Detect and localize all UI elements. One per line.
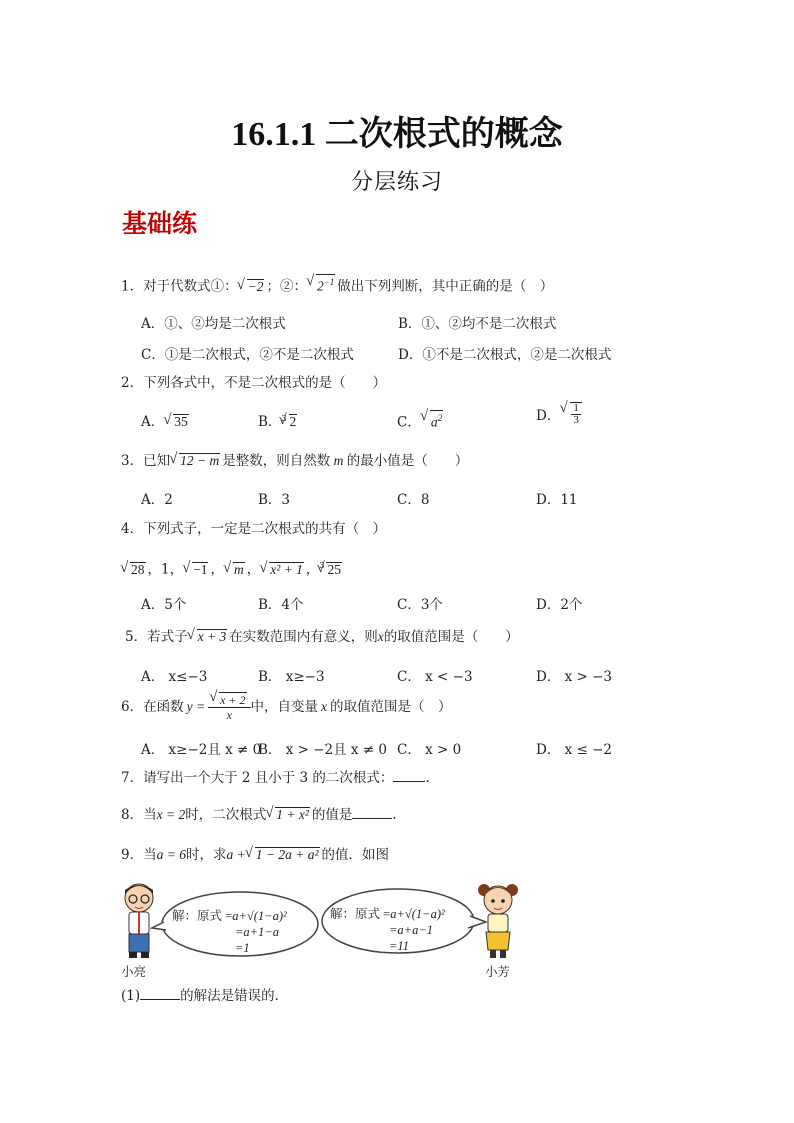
q7-answer-blank[interactable] xyxy=(393,769,425,782)
q4-option-a[interactable]: A．5个 xyxy=(141,597,187,613)
q3-option-c[interactable]: C．8 xyxy=(397,492,430,508)
section-heading: 基础练 xyxy=(122,209,198,238)
q4-option-d[interactable]: D．2个 xyxy=(536,597,583,613)
girl-name: 小芳 xyxy=(485,965,511,979)
q6-option-b[interactable]: B． x > −2且 x ≠ 0 xyxy=(258,742,388,758)
q3-option-a[interactable]: A．2 xyxy=(141,492,173,508)
q3-option-b[interactable]: B．3 xyxy=(258,492,291,508)
q1-option-d[interactable]: D．①不是二次根式，②是二次根式 xyxy=(398,347,612,363)
question-4: 4．下列式子，一定是二次根式的共有（ ） xyxy=(121,521,387,537)
q6-option-c[interactable]: C． x > 0 xyxy=(397,742,462,758)
q8-answer-blank[interactable] xyxy=(352,806,392,819)
q2-option-a[interactable]: A．√ 35 xyxy=(141,410,191,430)
q2-option-b[interactable]: B．$^3$√ 2 xyxy=(258,410,299,430)
question-9-part-1: (1) 的解法是错误的． xyxy=(121,988,289,1004)
q6-option-a[interactable]: A． x≥−2且 x ≠ 0 xyxy=(141,742,262,758)
question-2: 2．下列各式中，不是二次根式的是（ ） xyxy=(121,375,387,391)
right-solution-line3: =11 xyxy=(389,939,410,953)
q5-option-b[interactable]: B． x≥−3 xyxy=(258,669,325,685)
right-solution: 解：原式 =a+√(1−a)² xyxy=(330,907,445,921)
question-3: 3．已知√ 12 − m 是整数，则自然数 m 的最小值是（ ） xyxy=(121,452,468,470)
q1-option-c[interactable]: C．①是二次根式，②不是二次根式 xyxy=(141,347,354,363)
question-7: 7．请写出一个大于 2 且小于 3 的二次根式： . xyxy=(121,770,430,786)
question-6: 6．在函数 y = √ $\frac{x + 2}{x}$ 中，自变量 x 的取值范围是（ ） xyxy=(121,692,452,722)
left-solution-line3: =1 xyxy=(235,941,250,955)
page-subtitle: 分层练习 xyxy=(350,170,443,195)
q1-option-b[interactable]: B．①、②均不是二次根式 xyxy=(398,316,557,332)
girl-illustration xyxy=(476,880,520,960)
q4-option-b[interactable]: B．4个 xyxy=(258,597,304,613)
page-title: 16.1.1 二次根式的概念 xyxy=(231,116,563,153)
question-9: 9．当a = 6时，求a +√ 1 − 2a + a² 的值．如图 xyxy=(121,846,389,864)
q2-option-d[interactable]: D． √ $\frac{1}{3}$ xyxy=(536,402,584,426)
q4-option-c[interactable]: C．3个 xyxy=(397,597,443,613)
left-solution: 解：原式 =a+√(1−a)² xyxy=(172,909,287,923)
q1-stem: 1．对于代数式①： xyxy=(121,278,238,295)
q1-option-a[interactable]: A．①、②均是二次根式 xyxy=(141,316,286,332)
q9-1-answer-blank[interactable] xyxy=(140,987,180,1000)
question-5: 5．若式子√ x + 3 在实数范围内有意义，则x的取值范围是（ ） xyxy=(125,628,519,646)
q5-option-c[interactable]: C． x < −3 xyxy=(397,669,473,685)
q5-option-a[interactable]: A． x≤−3 xyxy=(141,669,208,685)
q1-expr1: √ −2 xyxy=(238,278,265,296)
question-1: 1．对于代数式①：√ −2 ；②：√ $2^{-1}$ 做出下列判断，其中正确的是（ ） xyxy=(121,274,553,296)
q3-option-d[interactable]: D．11 xyxy=(536,492,578,508)
q5-option-d[interactable]: D． x > −3 xyxy=(536,669,613,685)
boy-name: 小亮 xyxy=(121,965,147,979)
question-8: 8．当x = 2时，二次根式√ 1 + x² 的值是 . xyxy=(121,806,397,824)
q6-option-d[interactable]: D． x ≤ −2 xyxy=(536,742,613,758)
q4-expressions: √ 28 ，1，√ −1 ，√ m ，√ x² + 1 ，$^3$√ 25 xyxy=(121,557,344,579)
left-solution-line2: =a+1−a xyxy=(235,925,280,939)
q2-option-c[interactable]: C．√ $a^2$ xyxy=(397,410,445,431)
q1-expr2: √ $2^{-1}$ xyxy=(307,274,335,296)
right-solution-line2: =a+a−1 xyxy=(389,923,434,937)
